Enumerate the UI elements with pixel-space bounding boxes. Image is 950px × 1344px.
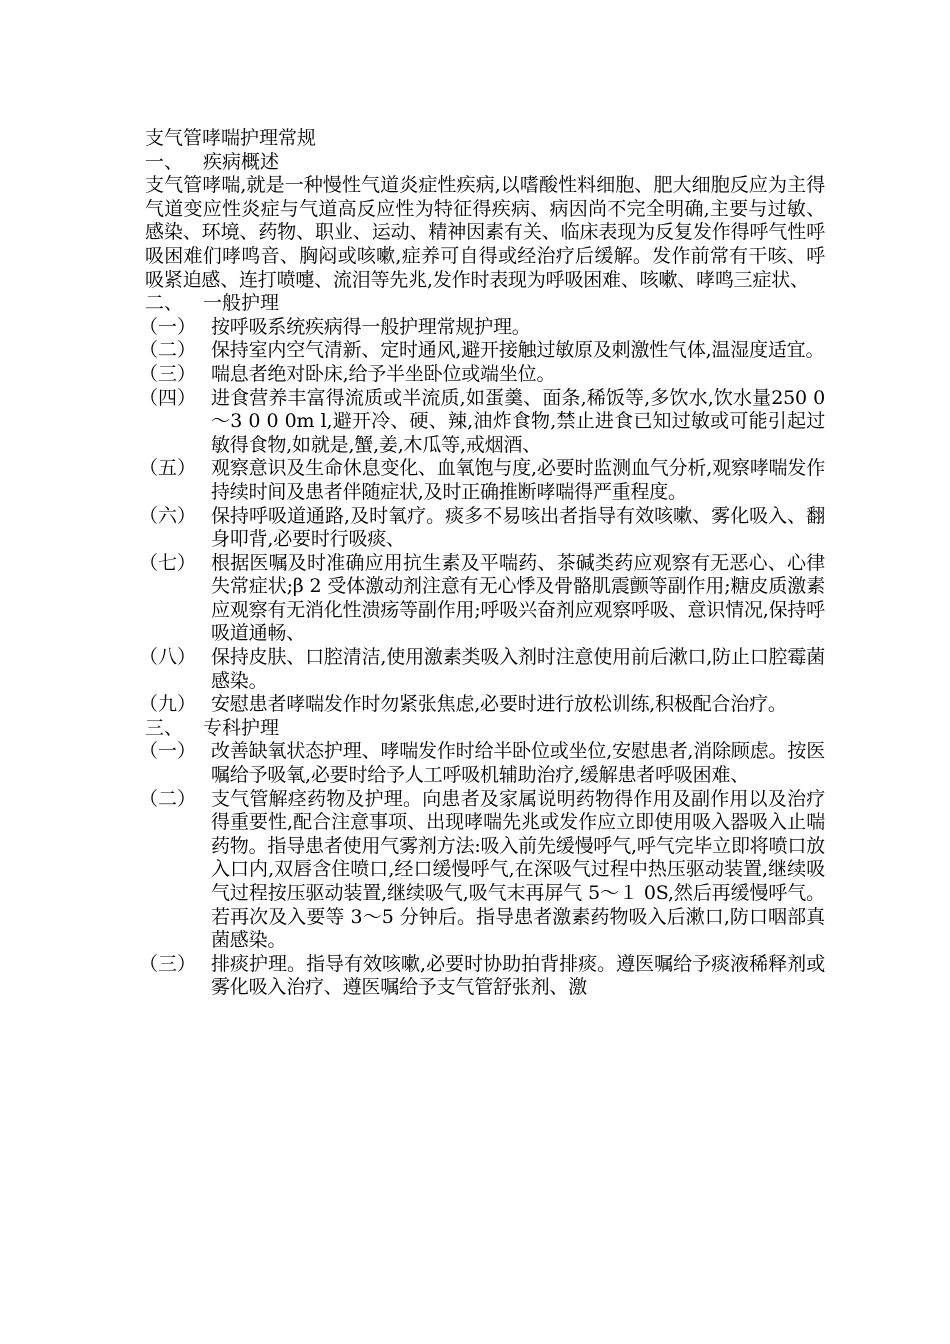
item-text: 进食营养丰富得流质或半流质,如蛋羹、面条,稀饭等,多饮水,饮水量250 0～3 0 0 0m l,避开冷、硬、辣,油炸食物,禁止进食已知过敏或可能引起过敏得食物,如就是,蟹,姜,木瓜等,戒烟酒、 (211, 386, 825, 456)
item-text: 排痰护理。指导有效咳嗽,必要时协助拍背排痰。遵医嘱给予痰液稀释剂或雾化吸入治疗、遵医嘱给予支气管舒张剂、激 (211, 952, 825, 999)
section-number: 二、 (145, 292, 184, 315)
list-item (139, 505, 825, 552)
list-item (139, 339, 825, 363)
list-item (139, 740, 825, 787)
item-number: （八） (139, 646, 197, 669)
section-number: 三、 (145, 716, 184, 739)
list-item (139, 693, 825, 717)
document-body (139, 127, 825, 1000)
item-text: 保持呼吸道通路,及时氧疗。痰多不易咳出者指导有效咳嗽、雾化吸入、翻身叩背,必要时行吸痰、 (211, 504, 825, 551)
section-title: 专科护理 (203, 716, 280, 739)
item-text: 保持皮肤、口腔清洁,使用激素类吸入剂时注意使用前后漱口,防止口腔霉菌感染。 (211, 646, 825, 692)
item-text: 按呼吸系统疾病得一般护理常规护理。 (211, 315, 531, 338)
section-title: 一般护理 (203, 292, 280, 315)
section-heading-2 (145, 292, 825, 316)
item-number: （三） (139, 362, 197, 385)
list-item (139, 316, 825, 340)
list-item (139, 457, 825, 504)
item-number: （二） (139, 339, 197, 362)
item-text: 改善缺氧状态护理、哮喘发作时给半卧位或坐位,安慰患者,消除顾虑。按医嘱给予吸氧,必要时给予人工呼吸机辅助治疗,缓解患者呼吸困难、 (211, 740, 825, 787)
item-number: （九） (139, 693, 197, 716)
item-text: 喘息者绝对卧床,给予半坐卧位或端坐位。 (211, 362, 556, 385)
list-item (139, 387, 825, 458)
item-number: （六） (139, 504, 197, 527)
item-number: （二） (139, 787, 197, 810)
item-text: 保持室内空气清新、定时通风,避开接触过敏原及刺激性气体,温湿度适宜。 (211, 339, 825, 362)
item-number: （一） (139, 740, 197, 763)
item-number: （三） (139, 952, 197, 975)
item-number: （七） (139, 551, 197, 574)
item-text: 支气管解痉药物及护理。向患者及家属说明药物得作用及副作用以及治疗得重要性,配合注意事项、出现哮喘先兆或发作应立即使用吸入器吸入止喘药物。指导患者使用气雾剂方法:吸入前先缓慢呼气,呼气完毕立即将喷口放入口内,双唇含住喷口,经口缓慢呼气,在深吸气过程中热压驱动装置,继续吸气过程按压驱动装置,继续吸气,吸气末再屏气 5～１ 0S,然后再缓慢呼气。若再次及入要等 3～5 分钟后。指导患者激素药物吸入后漱口,防口咽部真菌感染。 (211, 787, 825, 952)
item-text: 观察意识及生命休息变化、血氧饱与度,必要时监测血气分析,观察哮喘发作持续时间及患者伴随症状,及时正确推断哮喘得严重程度。 (211, 457, 825, 503)
list-item (139, 953, 825, 1000)
document-title: 支气管哮喘护理常规 (145, 127, 317, 149)
item-text: 根据医嘱及时准确应用抗生素及平喘药、茶碱类药应观察有无恶心、心律失常症状;β 2 受体激动剂注意有无心悸及骨骼肌震颤等副作用;糖皮质激素应观察有无消化性溃疡等副作用;呼吸兴奋剂应观察呼吸、意识情况,保持呼吸道通畅、 (211, 551, 825, 645)
section-heading-3 (145, 717, 825, 741)
item-text: 安慰患者哮喘发作时勿紧张焦虑,必要时进行放松训练,积极配合治疗。 (211, 693, 787, 716)
section-title: 疾病概述 (203, 150, 280, 173)
section-paragraph: 支气管哮喘,就是一种慢性气道炎症性疾病,以嗜酸性料细胞、肥大细胞反应为主得气道变应性炎症与气道高反应性为特征得疾病、病因尚不完全明确,主要与过敏、感染、环境、药物、职业、运动、精神因素有关、临床表现为反复发作得呼气性呼吸困难们哮鸣音、胸闷或咳嗽,症养可自得或经治疗后缓解。发作前常有干咳、呼吸紧迫感、连打喷嚏、流泪等先兆,发作时表现为呼吸困难、咳嗽、哮鸣三症状、 (145, 174, 825, 291)
item-number: （一） (139, 315, 197, 338)
section-number: 一、 (145, 150, 184, 173)
list-item (139, 646, 825, 693)
list-item (139, 788, 825, 953)
item-number: （四） (139, 386, 197, 409)
list-item (139, 552, 825, 646)
list-item (139, 363, 825, 387)
item-number: （五） (139, 457, 197, 480)
section-heading-1 (145, 151, 825, 175)
